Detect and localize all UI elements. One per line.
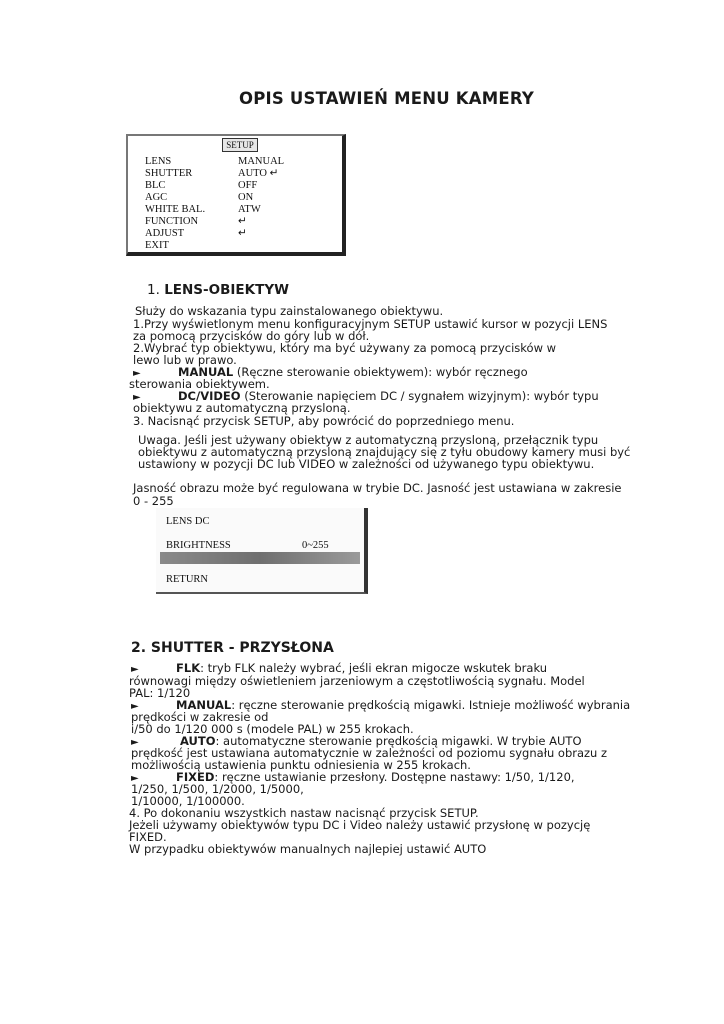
setup-menu-header: SETUP [222, 138, 258, 152]
section1-title: LENS-OBIEKTYW [164, 282, 289, 298]
page-title: OPIS USTAWIEŃ MENU KAMERY [239, 89, 534, 108]
paragraph-line: 1.Przy wyświetlonym menu konfiguracyjnym SETUP ustawić kursor w pozycji LENS [133, 317, 608, 331]
option-text: : ręczne ustawianie przesłony. Dostępne nastawy: 1/50, 1/120, [214, 770, 575, 784]
paragraph-line: możliwością ustawienia punktu odniesienia w 255 krokach. [131, 758, 471, 772]
option-keyword: FLK [176, 661, 201, 675]
option-text: : tryb FLK należy wybrać, jeśli ekran migocze wskutek braku [200, 661, 548, 675]
paragraph-line: 2.Wybrać typ obiektywu, który ma być używany za pomocą przycisków w [133, 341, 557, 355]
brightness-highlight-bar [160, 552, 360, 564]
setup-menu-screenshot [126, 134, 346, 256]
paragraph-line: Jeżeli używamy obiektywów typu DC i Video należy ustawić przysłonę w pozycję [129, 818, 591, 832]
setup-row-label: ADJUST [145, 228, 185, 239]
paragraph-line: PAL: 1/120 [129, 686, 191, 700]
option-text: (Ręczne sterowanie obiektywem): wybór ręcznego [233, 365, 528, 379]
note-line: obiektywu z automatyczną przysloną znajdujący się z tyłu obudowy kamery musi być [138, 445, 631, 459]
option-text: (Sterowanie napięciem DC / sygnałem wizyjnym): wybór typu [240, 389, 599, 403]
paragraph-line: prędkości w zakresie od [131, 710, 269, 724]
paragraph-line: Służy do wskazania typu zainstalowanego obiektywu. [135, 304, 444, 318]
lens-dc-title: LENS DC [166, 516, 210, 527]
paragraph-line: i/50 do 1/120 000 s (modele PAL) w 255 krokach. [131, 722, 414, 736]
option-text: : automatyczne sterowanie prędkością migawki. W trybie AUTO [215, 734, 582, 748]
setup-row-label: SHUTTER [145, 168, 193, 179]
setup-row-value: MANUAL [238, 156, 285, 167]
note-line: ustawiony w pozycji DC lub VIDEO w zależności od używanego typu obiektywu. [138, 457, 595, 471]
paragraph-line: lewo lub w prawo. [133, 353, 237, 367]
setup-row-label: FUNCTION [145, 216, 199, 227]
paragraph-line: 0 - 255 [133, 494, 174, 508]
setup-row-label: EXIT [145, 240, 169, 251]
bullet-arrow-icon: ► [133, 392, 141, 403]
bullet-arrow-icon: ► [131, 664, 139, 675]
option-keyword: FIXED [176, 770, 215, 784]
paragraph-line: W przypadku obiektywów manualnych najlepiej ustawić AUTO [129, 842, 487, 856]
paragraph-line: sterowania obiektywem. [129, 377, 270, 391]
setup-row-value: AUTO ↵ [238, 168, 279, 179]
option-keyword: DC/VIDEO [178, 389, 241, 403]
lens-dc-menu-screenshot [156, 508, 368, 594]
paragraph-line: 4. Po dokonaniu wszystkich nastaw nacisnąć przycisk SETUP. [129, 806, 479, 820]
section2-heading: 2. SHUTTER - PRZYSŁONA [131, 640, 334, 656]
option-keyword: MANUAL [176, 698, 232, 712]
paragraph-line: za pomocą przycisków do góry lub w dół. [133, 329, 370, 343]
paragraph-line: prędkość jest ustawiana automatycznie w zależności od poziomu sygnału obrazu z [131, 746, 608, 760]
setup-row-value: ATW [238, 204, 261, 215]
setup-row-label: LENS [145, 156, 172, 167]
bullet-arrow-icon: ► [131, 737, 139, 748]
paragraph-line: 1/10000, 1/100000. [131, 794, 245, 808]
paragraph-line: 3. Nacisnąć przycisk SETUP, aby powrócić do poprzedniego menu. [133, 414, 515, 428]
setup-row-label: AGC [145, 192, 168, 203]
setup-row-value: ↵ [238, 228, 247, 239]
bullet-arrow-icon: ► [131, 701, 139, 712]
return-label: RETURN [166, 574, 208, 585]
option-keyword: AUTO [180, 734, 216, 748]
setup-row-label: BLC [145, 180, 166, 191]
note-line: Uwaga. Jeśli jest używany obiektyw z automatyczną przysloną, przełącznik typu [138, 433, 599, 447]
paragraph-line: FIXED. [129, 830, 167, 844]
option-text: : ręczne sterowanie prędkością migawki. Istnieje możliwość wybrania [231, 698, 631, 712]
bullet-arrow-icon: ► [133, 368, 141, 379]
brightness-value: 0~255 [302, 540, 329, 551]
section1-number: 1. [147, 282, 160, 298]
setup-row-label: WHITE BAL. [145, 204, 206, 215]
brightness-label: BRIGHTNESS [166, 540, 231, 551]
bullet-arrow-icon: ► [131, 773, 139, 784]
setup-row-value: ↵ [238, 216, 247, 227]
paragraph-line: Jasność obrazu może być regulowana w trybie DC. Jasność jest ustawiana w zakresie [133, 481, 622, 495]
setup-row-value: OFF [238, 180, 258, 191]
section1-heading [147, 282, 289, 298]
paragraph-line: 1/250, 1/500, 1/2000, 1/5000, [131, 782, 304, 796]
setup-row-value: ON [238, 192, 254, 203]
paragraph-line: równowagi między oświetleniem jarzeniowym a częstotliwością sygnału. Model [129, 674, 585, 688]
option-keyword: MANUAL [178, 365, 234, 379]
paragraph-line: obiektywu z automatyczną przysloną. [133, 401, 351, 415]
